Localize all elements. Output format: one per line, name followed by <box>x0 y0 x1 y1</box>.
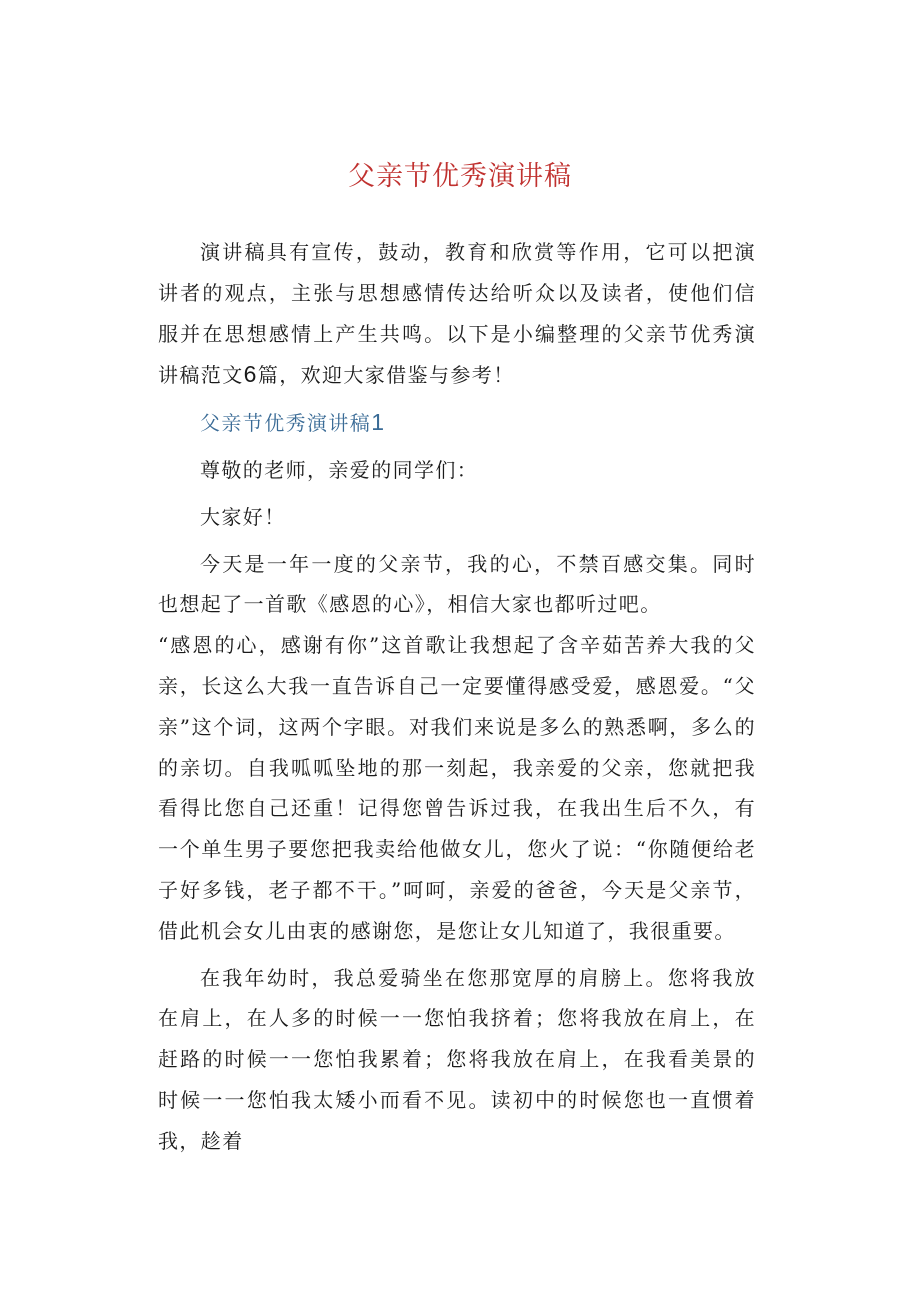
body-paragraph-1: 今天是一年一度的父亲节，我的心，不禁百感交集。同时也想起了一首歌《感恩的心》，相信大家也都听过吧。 <box>158 551 756 617</box>
body-paragraph-3: 在我年幼时，我总爱骑坐在您那宽厚的肩膀上。您将我放在肩上，在人多的时候一一您怕我挤着；您将我放在肩上，在赶路的时候一一您怕我累着；您将我放在肩上，在我看美景的时候一一您怕我太矮小而看不见。读初中的时候您也一直惯着我，趁着 <box>158 965 756 1153</box>
body-paragraph-2: “感恩的心，感谢有你”这首歌让我想起了含辛茹苦养大我的父亲，长这么大我一直告诉自己一定要懂得感受爱，感恩爱。“父亲”这个词，这两个字眼。对我们来说是多么的熟悉啊，多么的的亲切。自我呱呱坠地的那一刻起，我亲爱的父亲，您就把我看得比您自己还重！记得您曾告诉过我，在我出生后不久，有一个单生男子要您把我卖给他做女儿，您火了说：“你随便给老子好多钱，老子都不干。”呵呵，亲爱的爸爸，今天是父亲节，借此机会女儿由衷的感谢您，是您让女儿知道了，我很重要。 <box>158 633 756 943</box>
section-heading <box>158 402 756 444</box>
intro-number: 6 <box>243 361 258 388</box>
hello-paragraph: 大家好！ <box>200 504 286 529</box>
section-heading-text: 父亲节优秀演讲稿 <box>200 411 372 436</box>
intro-paragraph <box>158 232 756 396</box>
document-body <box>158 232 756 1162</box>
intro-text: 演讲稿具有宣传，鼓动，教育和欣赏等作用，它可以把演讲者的观点，主张与思想感情传达给听众以及读者，使他们信服并在思想感情上产生共鸣。以下是小编整理的父亲节优秀演讲稿范文 <box>158 240 756 388</box>
greeting-paragraph: 尊敬的老师，亲爱的同学们： <box>200 457 479 482</box>
intro-text-end: 篇，欢迎大家借鉴与参考！ <box>257 363 515 388</box>
section-heading-number: 1 <box>371 409 386 436</box>
document-title: 父亲节优秀演讲稿 <box>348 161 572 192</box>
